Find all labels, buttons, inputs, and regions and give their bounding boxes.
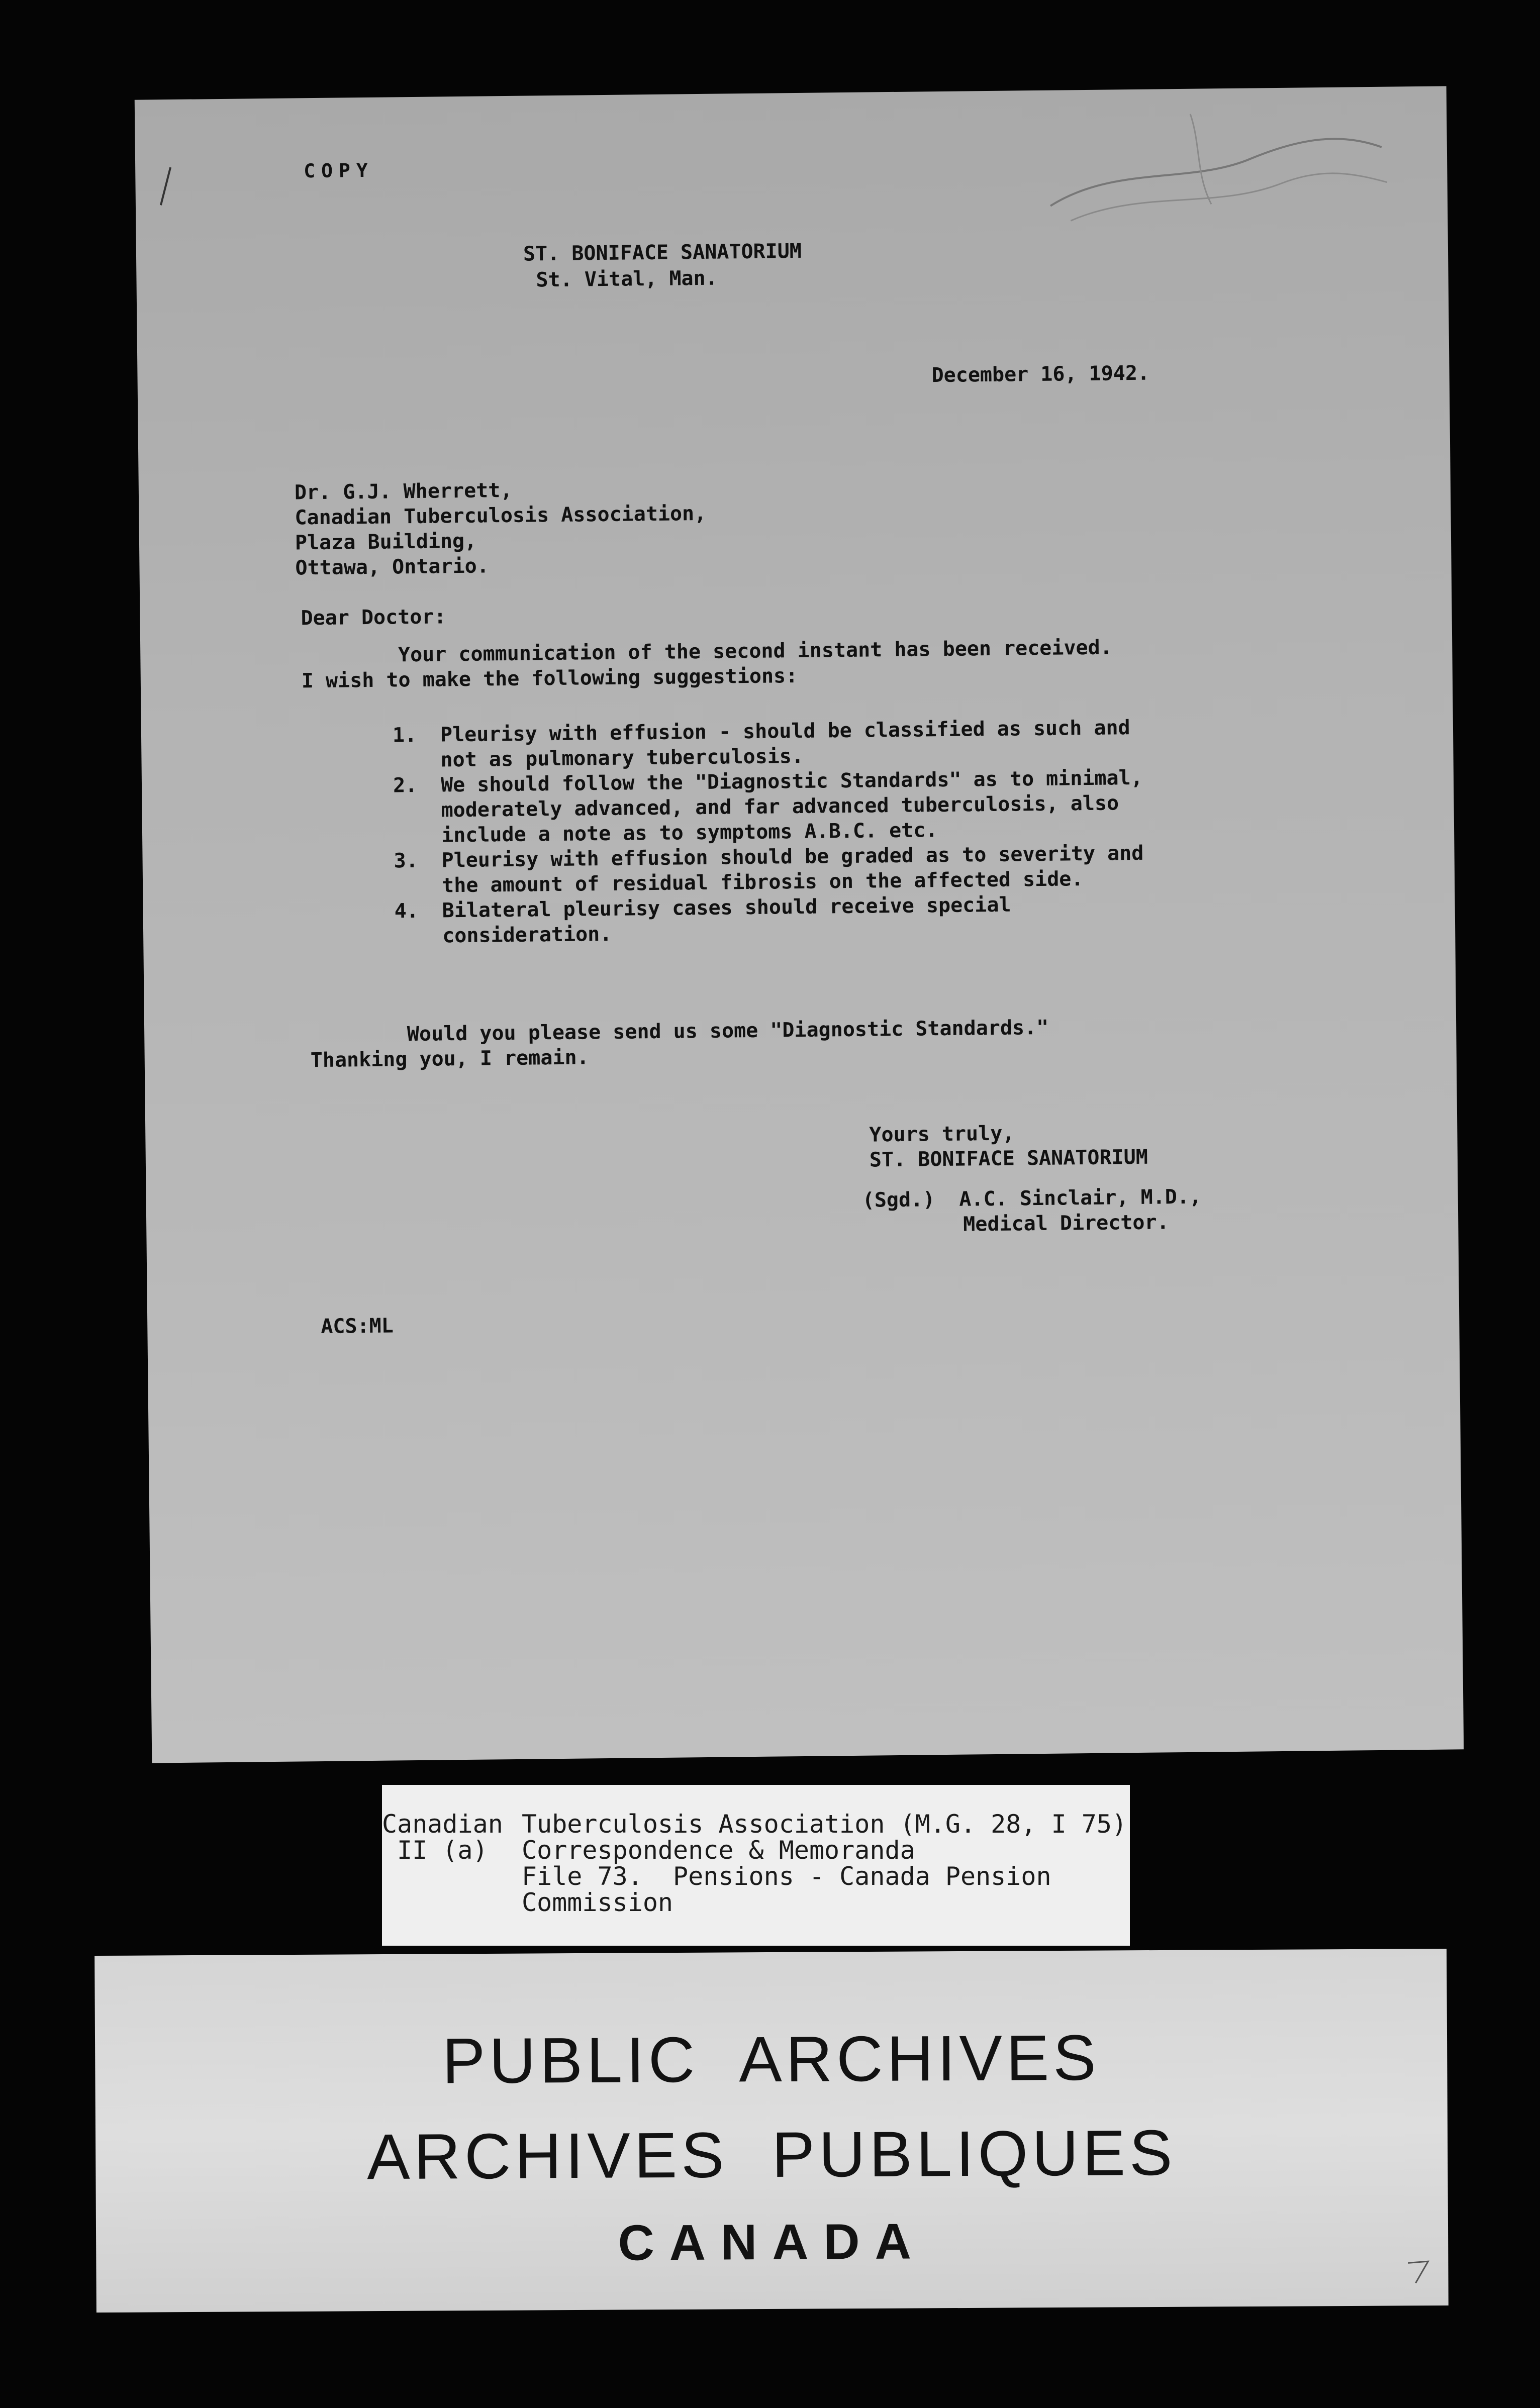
suggestion-list [393, 715, 1177, 949]
banner-english: PUBLIC ARCHIVES [442, 2022, 1101, 2097]
label-fonds-detail: Tuberculosis Association (M.G. 28, I 75) [522, 1810, 1127, 1839]
signoff-line: Yours truly, [869, 1122, 1015, 1147]
suggestion-number: 1. [392, 723, 417, 747]
addressee-line: Canadian Tuberculosis Association, [295, 501, 707, 530]
catalogue-label [382, 1785, 1130, 1946]
closing-line: Thanking you, I remain. [310, 1046, 589, 1072]
suggestion-item [393, 765, 1175, 848]
typist-initials: ACS:ML [321, 1314, 394, 1339]
banner-french: ARCHIVES PUBLIQUES [366, 2117, 1177, 2193]
signature-title: Medical Director. [963, 1211, 1169, 1236]
banner-country: CANADA [618, 2213, 927, 2271]
suggestion-item [394, 890, 1176, 949]
pen-mark [155, 165, 176, 210]
label-series-title: Correspondence & Memoranda [522, 1836, 915, 1865]
salutation: Dear Doctor: [301, 605, 446, 630]
label-series: II (a) [397, 1836, 488, 1865]
body-line: I wish to make the following suggestions: [301, 664, 798, 693]
label-file-continued: Commission [522, 1888, 673, 1917]
archives-banner [94, 1949, 1449, 2313]
addressee-line: Dr. G.J. Wherrett, [294, 478, 513, 505]
typed-letter [135, 86, 1464, 1763]
suggestion-text: Pleurisy with effusion - should be classified as such and not as pulmonary tuberculosis. [440, 716, 1130, 772]
suggestion-item [394, 840, 1176, 898]
letterhead-institution: ST. BONIFACE SANATORIUM [523, 239, 802, 266]
letter-date: December 16, 1942. [931, 361, 1150, 387]
signature-name: (Sgd.) A.C. Sinclair, M.D., [862, 1185, 1202, 1212]
signature-flourish [1039, 102, 1393, 236]
letterhead-location: St. Vital, Man. [536, 266, 718, 292]
suggestion-item [393, 715, 1175, 773]
suggestion-text: We should follow the "Diagnostic Standards" as to minimal, moderately advanced, and far advanced tuberculosis, also include a note as to symptoms A.B.C. etc. [440, 766, 1143, 847]
label-fonds: Canadian [382, 1810, 503, 1839]
suggestion-number: 2. [393, 773, 418, 797]
suggestion-number: 3. [394, 849, 419, 873]
signoff-block [869, 1120, 1148, 1173]
body-line: Your communication of the second instant has been received. [301, 636, 1112, 668]
label-file: File 73. Pensions - Canada Pension [522, 1862, 1051, 1891]
closing-block [310, 1015, 1049, 1073]
suggestion-text: Pleurisy with effusion should be graded as to severity and the amount of residual fibrosis on the affected side. [441, 841, 1144, 897]
signature-block [862, 1184, 1201, 1238]
addressee-block [295, 476, 707, 581]
closing-line: Would you please send us some "Diagnostic Standards." [310, 1016, 1049, 1047]
suggestion-text: Bilateral pleurisy cases should receive special consideration. [442, 893, 1011, 948]
addressee-line: Ottawa, Ontario. [295, 554, 490, 580]
copy-mark: COPY [304, 159, 374, 182]
letter-body [301, 635, 1112, 693]
signoff-line: ST. BONIFACE SANATORIUM [869, 1145, 1148, 1172]
suggestion-number: 4. [394, 899, 419, 923]
pencil-mark [1403, 2255, 1433, 2285]
addressee-line: Plaza Building, [295, 529, 477, 555]
